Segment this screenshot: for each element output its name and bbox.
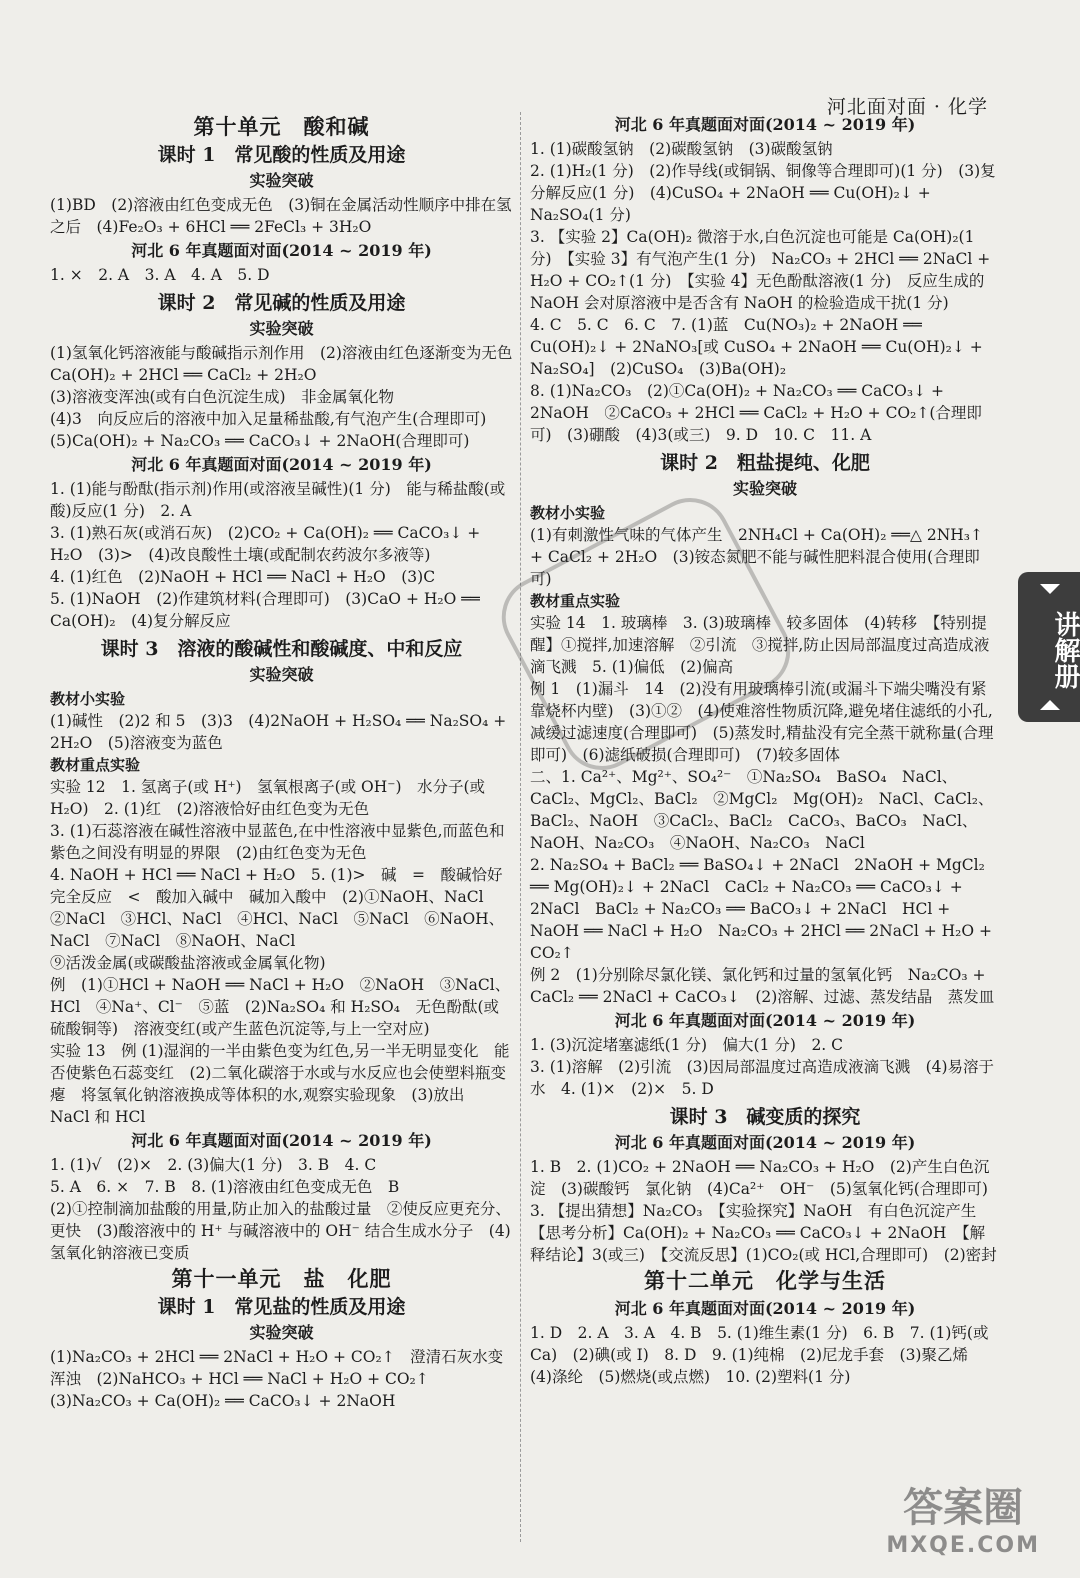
answer-line: 3. (1)溶解 (2)引流 (3)因局部温度过高造成液滴飞溅 (4)易溶于水 4. (1)× (2)× 5. D	[530, 1058, 995, 1098]
subsection-heading: 教材重点实验	[50, 756, 141, 774]
watermark-url: MXQE.COM	[886, 1533, 1040, 1558]
answer-line: (2)①控制滴加盐酸的用量,防止加入的盐酸过量 ②使反应更充分、更快 (3)酸溶液中的 H⁺ 与碱溶液中的 OH⁻ 结合生成水分子 (4)氢氧化钠溶液已变质	[50, 1200, 511, 1262]
answer-line: 例 2 (1)分别除尽氯化镁、氯化钙和过量的氢氧化钙 Na₂CO₃ + CaCl₂ ══ 2NaCl + CaCO₃↓ (2)溶解、过滤、蒸发结晶 蒸发皿	[530, 966, 995, 1006]
answer-line: 3. 【实验 2】Ca(OH)₂ 微溶于水,白色沉淀也可能是 Ca(OH)₂(1 分) 【实验 3】有气泡产生(1 分) Na₂CO₃ + 2HCl ══ 2NaCl + H₂O + CO₂↑(1 分) 【实验 4】无色酚酞溶液(1 分) 反应生成的 NaOH 会对原溶液中是否含有 NaOH 的检验造成干扰(1 分)	[530, 228, 991, 312]
subsection-heading: 教材小实验	[50, 690, 126, 708]
answer-line: 1. B 2. (1)CO₂ + 2NaOH ══ Na₂CO₃ + H₂O (2)产生白色沉淀 (3)碳酸钙 氯化钠 (4)Ca²⁺ OH⁻ (5)氢氧化钙(合理即可) 3. 【提出猜想】Na₂CO₃ 【实验探究】NaOH 有白色沉淀产生 【思考分析】Ca(OH)₂ + Na₂CO₃ ══ CaCO₃↓ + 2NaOH 【解释结论】3(或三) 【交流反思】(1)CO₂(或 HCl,合理即可) (2)密封	[530, 1158, 1004, 1264]
answer-line: (4)3 向反应后的溶液中加入足量稀盐酸,有气泡产生(合理即可) (5)Ca(OH)₂ + Na₂CO₃ ══ CaCO₃↓ + 2NaOH(合理即可)	[50, 410, 502, 450]
answer-line: 5. (1)NaOH (2)作建筑材料(合理即可) (3)CaO + H₂O ══ Ca(OH)₂ (4)复分解反应	[50, 590, 480, 630]
answer-line: 实验 13 例 (1)湿润的一半由紫色变为红色,另一半无明显变化 能否使紫色石蕊变红 (2)二氧化碳溶于水或与水反应也会使塑料瓶变瘪 将氢氧化钠溶液换成等体积的水,观察实验现象 (3)放出 NaCl 和 HCl	[50, 1042, 510, 1126]
triangle-up-icon	[1040, 700, 1060, 710]
section-heading: 河北 6 年真题面对面(2014 ~ 2019 年)	[614, 1133, 916, 1152]
answer-line: 1. (1)能与酚酞(指示剂)作用(或溶液呈碱性)(1 分) 能与稀盐酸(或酸)反应(1 分) 2. A	[50, 480, 506, 520]
answer-line: 4. C 5. C 6. C 7. (1)蓝 Cu(NO₃)₂ + 2NaOH ══ Cu(OH)₂↓ + 2NaNO₃[或 CuSO₄ + 2NaOH ══ Cu(OH)₂↓ + Na₂SO₄] (2)CuSO₄ (3)Ba(OH)₂	[530, 316, 983, 378]
answer-line: 4. NaOH + HCl ══ NaCl + H₂O 5. (1)> 碱 = 酸碱恰好完全反应 < 酸加入碱中 碱加入酸中 (2)①NaOH、NaCl ②NaCl ③HCl、NaCl ④HCl、NaCl ⑤NaCl ⑥NaOH、NaCl ⑦NaCl ⑧NaOH、NaCl	[50, 866, 505, 950]
answer-line: 例 (1)①HCl + NaOH ══ NaCl + H₂O ②NaOH ③NaCl、HCl ④Na⁺、Cl⁻ ⑤蓝 (2)Na₂SO₄ 和 H₂SO₄ 无色酚酞(或硫酸铜等) 溶液变红(或产生蓝色沉淀等,与上一空对应)	[50, 976, 511, 1038]
answer-line: 实验 14 1. 玻璃棒 3. (3)玻璃棒 较多固体 (4)转移 【特别提醒】①搅拌,加速溶解 ②引流 ③搅拌,防止因局部温度过高造成液滴飞溅 5. (1)偏低 (2)偏高	[530, 614, 990, 676]
column-divider	[520, 112, 521, 1542]
section-heading: 实验突破	[732, 479, 797, 498]
answer-line: 4. (1)红色 (2)NaOH + HCl ══ NaCl + H₂O (3)C	[50, 568, 436, 586]
subsection-heading: 教材重点实验	[530, 592, 621, 610]
lesson-title: 课时 3 碱变质的探究	[669, 1106, 861, 1128]
page-header: 河北面对面 · 化学	[826, 96, 988, 118]
subsection-heading: 教材小实验	[530, 504, 606, 522]
triangle-down-icon	[1040, 584, 1060, 594]
section-heading: 河北 6 年真题面对面(2014 ~ 2019 年)	[614, 1011, 916, 1030]
section-heading: 河北 6 年真题面对面(2014 ~ 2019 年)	[614, 1299, 916, 1318]
answer-line: 3. (1)熟石灰(或消石灰) (2)CO₂ + Ca(OH)₂ ══ CaCO₃↓ + H₂O (3)> (4)改良酸性土壤(或配制农药波尔多液等)	[50, 524, 481, 564]
answer-line: ⑨活泼金属(或碳酸盐溶液或金属氧化物)	[50, 954, 326, 972]
unit-title: 第十一单元 盐 化肥	[171, 1266, 392, 1291]
answer-line: 例 1 (1)漏斗 14 (2)没有用玻璃棒引流(或漏斗下端尖嘴没有紧靠烧杯内壁) (3)①② (4)使难溶性物质沉降,避免堵住滤纸的小孔,减缓过滤速度(合理即可) (5)蒸发时,精盐没有完全蒸干就称量(合理即可) (6)滤纸破损(合理即可) (7)较多固体	[530, 680, 994, 764]
lesson-title: 课时 2 常见碱的性质及用途	[157, 292, 406, 314]
left-column	[50, 112, 528, 1412]
answer-line: (1)有刺激性气味的气体产生 2NH₄Cl + Ca(OH)₂ ══△ 2NH₃↑ + CaCl₂ + 2H₂O (3)铵态氮肥不能与碱性肥料混合使用(合理即可)	[530, 526, 983, 588]
answer-line: 二、1. Ca²⁺、Mg²⁺、SO₄²⁻ ①Na₂SO₄ BaSO₄ NaCl、CaCl₂、MgCl₂、BaCl₂ ②MgCl₂ Mg(OH)₂ NaCl、CaCl₂、BaCl₂、NaOH ③CaCl₂、BaCl₂ CaCO₃、BaCO₃ NaCl、NaOH、Na₂CO₃ ④NaOH、Na₂CO₃ NaCl	[530, 768, 994, 852]
answer-line: 1. (1)√ (2)× 2. (3)偏大(1 分) 3. B 4. C	[50, 1156, 377, 1174]
answer-line: 实验 12 1. 氢离子(或 H⁺) 氢氧根离子(或 OH⁻) 水分子(或 H₂O) 2. (1)红 (2)溶液恰好由红色变为无色	[50, 778, 486, 818]
answer-line: 1. D 2. A 3. A 4. B 5. (1)维生素(1 分) 6. B 7. (1)钙(或 Ca) (2)碘(或 I) 8. D 9. (1)纯棉 (2)尼龙手套 (3)聚乙烯 (4)涤纶 (5)燃烧(或点燃) 10. (2)塑料(1 分)	[530, 1324, 989, 1386]
section-heading: 实验突破	[249, 665, 314, 684]
side-tab-label: 讲解册	[1050, 611, 1080, 689]
answer-line: 3. (1)石蕊溶液在碱性溶液中显蓝色,在中性溶液中显紫色,而蓝色和紫色之间没有明显的界限 (2)由红色变为无色	[50, 822, 505, 862]
answer-line: (3)溶液变浑浊(或有白色沉淀生成) 非金属氧化物	[50, 388, 395, 406]
lesson-title: 课时 1 常见盐的性质及用途	[157, 1296, 406, 1318]
section-heading: 河北 6 年真题面对面(2014 ~ 2019 年)	[131, 1131, 432, 1150]
side-tab	[1018, 572, 1080, 722]
lesson-title: 课时 3 溶液的酸碱性和酸碱度、中和反应	[100, 638, 463, 660]
unit-title: 第十二单元 化学与生活	[644, 1268, 886, 1293]
section-heading: 河北 6 年真题面对面(2014 ~ 2019 年)	[131, 455, 432, 474]
watermark-title: 答案圈	[903, 1485, 1024, 1531]
lesson-title: 课时 1 常见酸的性质及用途	[157, 144, 406, 166]
section-heading: 河北 6 年真题面对面(2014 ~ 2019 年)	[614, 115, 916, 134]
answer-line: (1)氢氧化钙溶液能与酸碱指示剂作用 (2)溶液由红色逐渐变为无色 Ca(OH)₂ + 2HCl ══ CaCl₂ + 2H₂O	[50, 344, 528, 384]
answer-line: 8. (1)Na₂CO₃ (2)①Ca(OH)₂ + Na₂CO₃ ══ CaCO₃↓ + 2NaOH ②CaCO₃ + 2HCl ══ CaCl₂ + H₂O + CO₂↑(合理即可) (3)硼酸 (4)3(或三) 9. D 10. C 11. A	[530, 382, 982, 444]
section-heading: 河北 6 年真题面对面(2014 ~ 2019 年)	[131, 241, 432, 260]
section-heading: 实验突破	[249, 171, 314, 190]
watermark-logo	[886, 1476, 1040, 1558]
answer-line: (1)BD (2)溶液由红色变成无色 (3)铜在金属活动性顺序中排在氢之后 (4)Fe₂O₃ + 6HCl ══ 2FeCl₃ + 3H₂O	[50, 196, 512, 236]
answer-line: (1)碱性 (2)2 和 5 (3)3 (4)2NaOH + H₂SO₄ ══ Na₂SO₄ + 2H₂O (5)溶液变为蓝色	[50, 712, 507, 752]
answer-line: (1)Na₂CO₃ + 2HCl ══ 2NaCl + H₂O + CO₂↑ 澄清石灰水变浑浊 (2)NaHCO₃ + HCl ══ NaCl + H₂O + CO₂↑ (3)Na₂CO₃ + Ca(OH)₂ ══ CaCO₃↓ + 2NaOH	[50, 1348, 504, 1410]
answer-line: 1. × 2. A 3. A 4. A 5. D	[50, 266, 270, 284]
lesson-title: 课时 2 粗盐提纯、化肥	[660, 452, 870, 474]
answer-line: 2. (1)H₂(1 分) (2)作导线(或铜锅、铜像等合理即可)(1 分) (3)复分解反应(1 分) (4)CuSO₄ + 2NaOH ══ Cu(OH)₂↓ + Na₂SO₄(1 分)	[530, 162, 996, 224]
answer-line: 1. (3)沉淀堵塞滤纸(1 分) 偏大(1 分) 2. C	[530, 1036, 844, 1054]
answer-line: 1. (1)碳酸氢钠 (2)碳酸氢钠 (3)碳酸氢钠	[530, 140, 833, 158]
section-heading: 实验突破	[249, 319, 314, 338]
answer-line: 5. A 6. × 7. B 8. (1)溶液由红色变成无色 B	[50, 1178, 400, 1196]
section-heading: 实验突破	[249, 1323, 314, 1342]
unit-title: 第十单元 酸和碱	[193, 114, 370, 139]
answer-line: 2. Na₂SO₄ + BaCl₂ ══ BaSO₄↓ + 2NaCl 2NaOH + MgCl₂ ══ Mg(OH)₂↓ + 2NaCl CaCl₂ + Na₂CO₃ ══ CaCO₃↓ + 2NaCl BaCl₂ + Na₂CO₃ ══ BaCO₃↓ + 2NaCl HCl + NaOH ══ NaCl + H₂O Na₂CO₃ + 2HCl ══ 2NaCl + H₂O + CO₂↑	[530, 856, 992, 962]
